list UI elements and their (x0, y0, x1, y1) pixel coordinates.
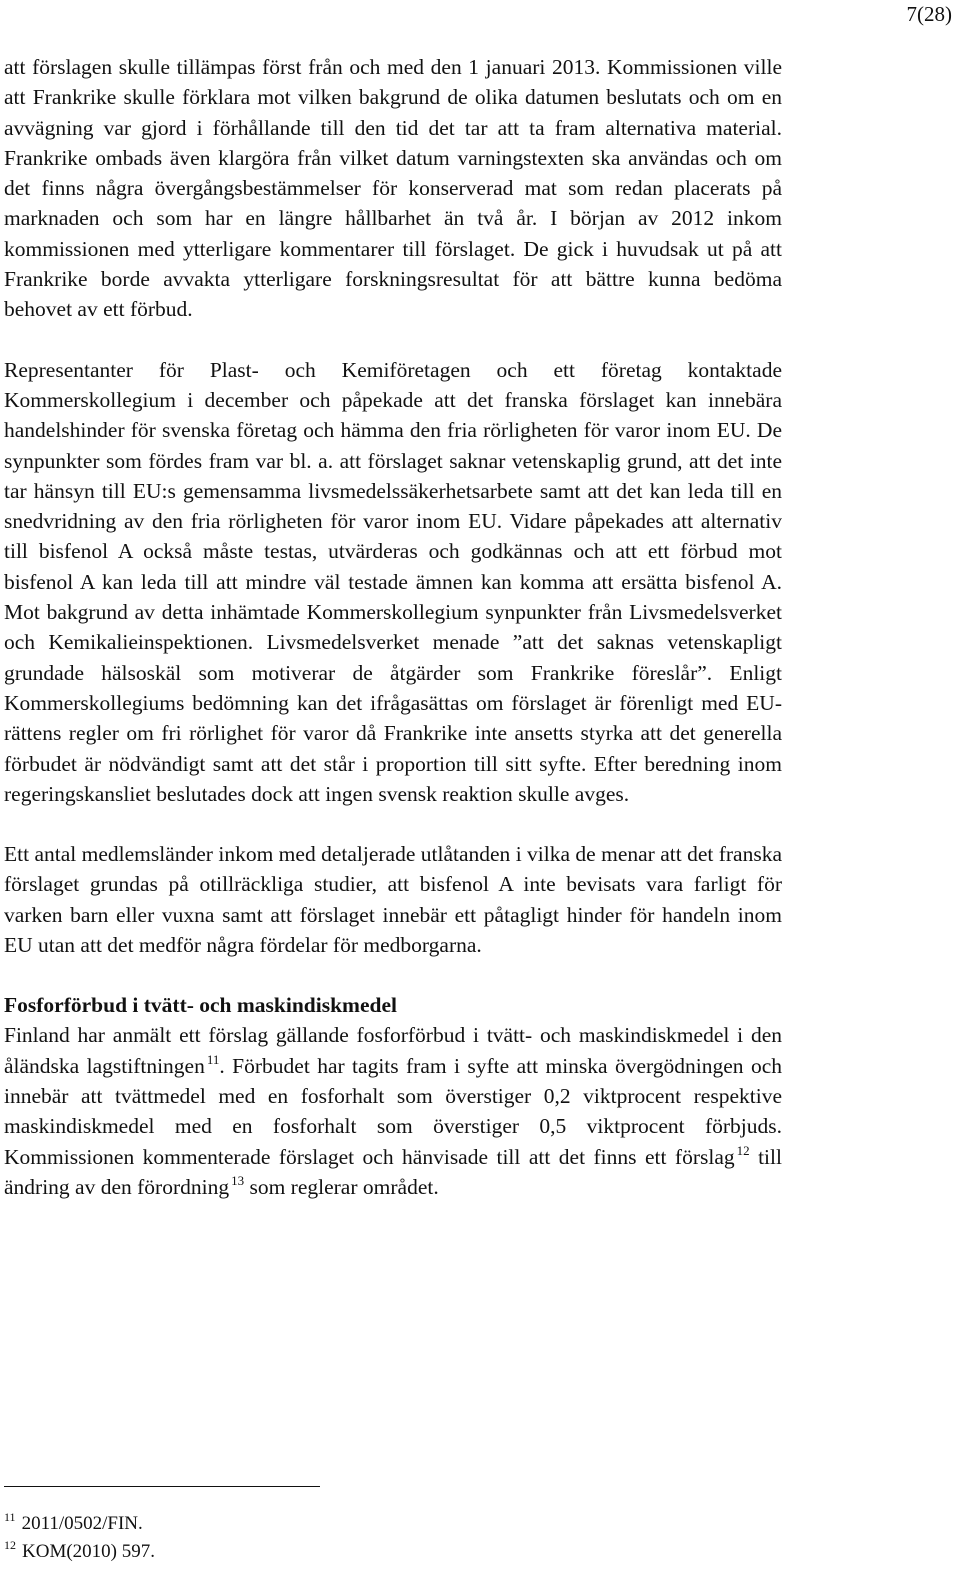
page-number: 7(28) (906, 2, 952, 26)
paragraph-2: Representanter för Plast- och Kemiföretagen och ett företag kontaktade Kommerskollegium i december och påpekade att det franska förslaget kan innebära handelshinder för svenska företag och hämma den fria rörligheten för varor inom EU. De synpunkter som fördes fram var bl. a. att förslaget saknar vetenskaplig grund, att det inte tar hänsyn till EU:s gemensamma livsmedelssäkerhetsarbete samt att det kan leda till en snedvridning av den fria rörligheten för varor inom EU. Vidare påpekades att alternativ till bisfenol A också måste testas, utvärderas och godkännas och att ett förbud mot bisfenol A kan leda till att mindre väl testade ämnen kan komma att ersätta bisfenol A. Mot bakgrund av detta inhämtade Kommerskollegium synpunkter från Livsmedelsverket och Kemikalieinspektionen. Livsmedelsverket menade ”att det saknas vetenskapligt grundade hälsoskäl som motiverar de åtgärder som Frankrike föreslår”. Enligt Kommerskollegiums bedömning kan det ifrågasättas om förslaget är förenligt med EU-rättens regler om fri rörlighet för varor då Frankrike inte ansetts styrka att det generella förbudet är nödvändigt samt att det står i proportion till sitt syfte. Efter beredning inom regeringskansliet beslutades dock att ingen svensk reaktion skulle avges. (4, 357, 782, 806)
footnote-ref-12: 12 (736, 1142, 750, 1158)
footnote-number: 12 (4, 1538, 16, 1552)
footnote-12 (4, 1538, 155, 1566)
footnote-text: KOM(2010) 597. (22, 1541, 155, 1562)
paragraph-1: att förslagen skulle tillämpas först från och med den 1 januari 2013. Kommissionen ville att Frankrike skulle förklara mot vilken bakgrund de olika datumen beslutats och om en avvägning var gjord i förhållande till den tid det tar att ta fram alternativa material. Frankrike ombads även klargöra från vilket datum varningstexten ska användas och om det finns några övergångsbestämmelser för konserverad mat som redan placerats på marknaden och som har en längre hållbarhet än två år. I början av 2012 inkom kommissionen med ytterligare kommentarer till förslaget. De gick i huvudsak ut på att Frankrike borde avvakta ytterligare forskningsresultat för att bättre kunna bedöma behovet av ett förbud. (4, 55, 782, 322)
footnote-text: 2011/0502/FIN. (21, 1513, 143, 1534)
footnote-ref-11: 11 (206, 1051, 220, 1067)
section-paragraph (4, 1020, 782, 1202)
footnotes (4, 1510, 155, 1566)
document-body (4, 52, 782, 1202)
footnote-11 (4, 1510, 155, 1538)
section-text-b: . Förbudet har tagits fram i syfte att minska övergödningen och innebär att tvättmedel med en fosforhalt som överstiger 0,2 viktprocent respektive maskindiskmedel med en fosforhalt som överstiger 0,5 viktprocent förbjuds. Kommissionen kommenterade förslaget och hänvisade till att det finns ett förslag (4, 1053, 782, 1169)
section-text-d: som reglerar området. (244, 1174, 439, 1199)
footnote-number: 11 (4, 1510, 16, 1524)
section-text-a: Finland har anmält ett förslag gällande fosforförbud i tvätt- och maskindiskmedel i den åländska lagstiftningen (4, 1023, 782, 1078)
footnote-separator (4, 1486, 320, 1487)
footnote-ref-13: 13 (231, 1172, 245, 1188)
section-text-c: till ändring av den förordning (4, 1144, 782, 1199)
section-heading: Fosforförbud i tvätt- och maskindiskmedel (4, 993, 397, 1018)
paragraph-3: Ett antal medlemsländer inkom med detaljerade utlåtanden i vilka de menar att det franska förslaget grundas på otillräckliga studier, att bisfenol A inte bevisats vara farligt för varken barn eller vuxna samt att förslaget innebär ett påtagligt hinder för handeln inom EU utan att det medför några fördelar för medborgarna. (4, 842, 782, 958)
